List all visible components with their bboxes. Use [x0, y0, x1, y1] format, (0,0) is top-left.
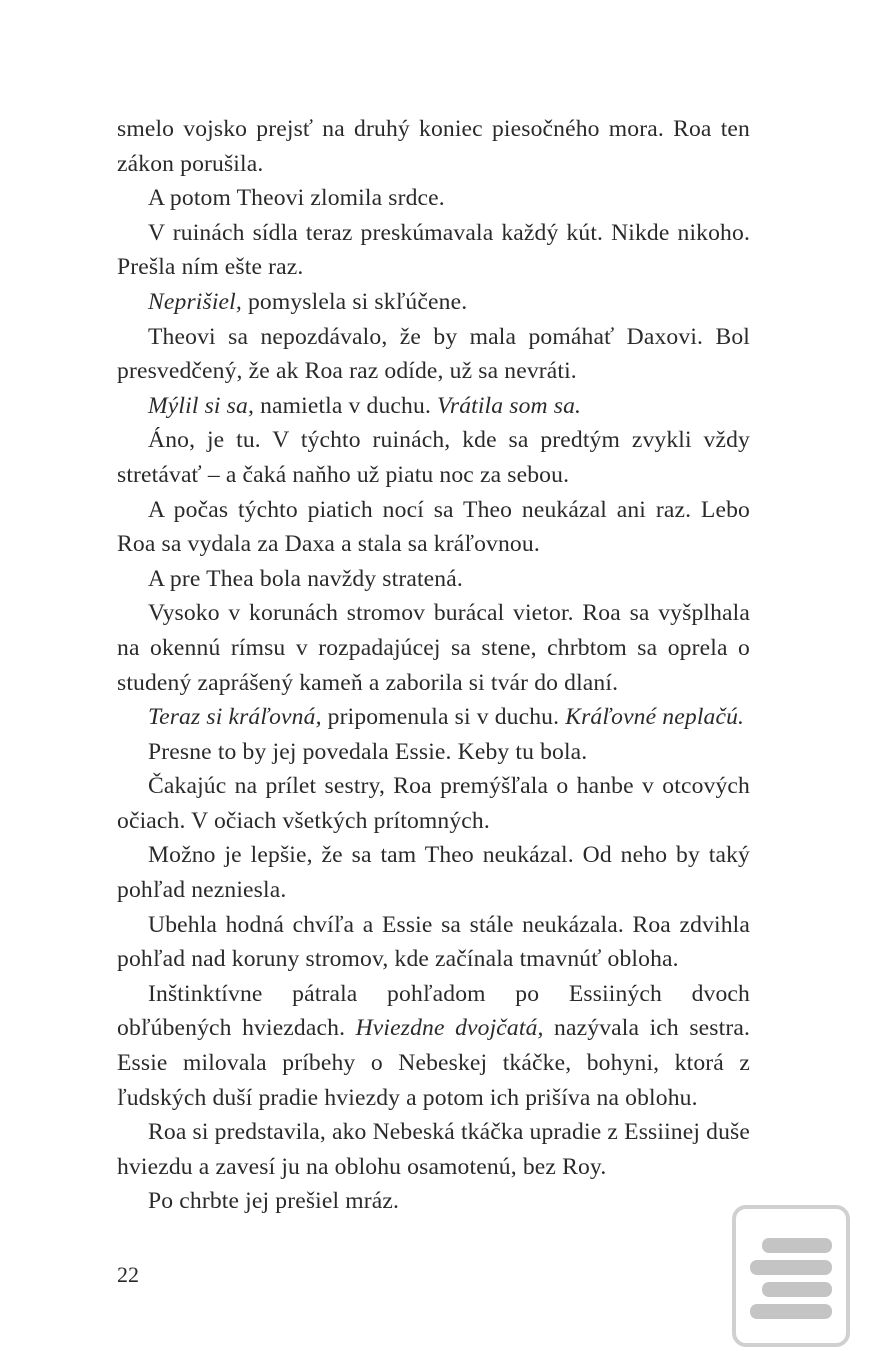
text-run: A potom Theovi zlomila srdce. — [148, 185, 445, 212]
paragraph — [117, 1115, 750, 1184]
text-run: Ubehla hodná chvíľa a Essie sa stále neukázala. Roa zdvihla pohľad nad koruny stromov, kde začínala tmavnúť obloha. — [117, 911, 750, 973]
paragraph — [117, 700, 750, 735]
text-run: Čakajúc na prílet sestry, Roa premýšľala o hanbe v otcových očiach. V očiach všetkých prítomných. — [117, 773, 750, 834]
paragraph — [117, 1184, 750, 1219]
text-run: Inštinktívne pátrala pohľadom po Essiiných dvoch obľúbených hviezdach. — [117, 980, 750, 1042]
text-run: smelo vojsko prejsť na druhý koniec piesočného mora. Roa ten zákon porušila. — [117, 116, 750, 177]
paragraph — [117, 838, 750, 907]
text-run: Áno, je tu. V týchto ruinách, kde sa predtým zvykli vždy stretávať – a čaká naňho už piatu noc za sebou. — [117, 427, 750, 488]
paragraph — [117, 181, 750, 216]
page-number: 22 — [117, 1262, 139, 1287]
paragraph — [117, 769, 750, 838]
italic-text: Hviezdne dvojčatá, — [355, 1015, 544, 1042]
text-run: Po chrbte jej prešiel mráz. — [148, 1188, 400, 1215]
text-run: Roa si predstavila, ako Nebeská tkáčka upradie z Essiinej duše hviezdu a zavesí ju na oblohu osamotenú, bez Roy. — [117, 1119, 750, 1180]
italic-text: Teraz si kráľovná, — [148, 704, 322, 731]
text-run: nazývala ich sestra. Essie milovala príbehy o Nebeskej tkáčke, bohyni, ktorá z ľudských duší pradie hviezdy a potom ich prišíva na oblohu. — [117, 1015, 751, 1111]
text-run: Theovi sa nepozdávalo, že by mala pomáhať Daxovi. Bol presvedčený, že ak Roa raz odíde, už sa nevráti. — [117, 323, 750, 385]
text-run: pomyslela si skľúčene. — [241, 288, 468, 315]
paragraph — [117, 423, 750, 492]
paragraph — [117, 320, 750, 389]
italic-text: Vrátila som sa. — [437, 392, 582, 419]
text-run: A pre Thea bola navždy stratená. — [148, 565, 463, 592]
paragraph — [117, 112, 750, 181]
text-run: namietla v duchu. — [254, 392, 438, 419]
paragraph — [117, 285, 750, 320]
text-run: V ruinách sídla teraz preskúmavala každý kút. Nikde nikoho. Prešla ním ešte raz. — [117, 219, 750, 281]
paragraph — [117, 977, 750, 1115]
stacked-books-icon — [732, 1205, 850, 1347]
paragraph — [117, 493, 750, 562]
text-run: pripomenula si v duchu. — [321, 704, 566, 731]
text-run: Vysoko v korunách stromov burácal vietor. Roa sa vyšplhala na okennú rímsu v rozpadajúcej sa stene, chrbtom sa oprela o studený zaprášený kameň a zaborila si tvár do dlaní. — [117, 600, 750, 696]
text-run: Možno je lepšie, že sa tam Theo neukázal. Od neho by taký pohľad nezniesla. — [117, 842, 750, 904]
text-run: Presne to by jej povedala Essie. Keby tu bola. — [148, 738, 588, 765]
paragraph — [117, 216, 750, 285]
italic-text: Neprišiel, — [148, 288, 242, 315]
paragraph — [117, 596, 750, 700]
page-body-text — [117, 112, 750, 1219]
paragraph — [117, 389, 750, 424]
italic-text: Mýlil si sa, — [148, 392, 255, 419]
paragraph — [117, 908, 750, 977]
paragraph — [117, 562, 750, 597]
italic-text: Kráľovné neplačú. — [565, 704, 745, 731]
paragraph — [117, 735, 750, 770]
text-run: A počas týchto piatich nocí sa Theo neukázal ani raz. Lebo Roa sa vydala za Daxa a stala sa kráľovnou. — [117, 496, 750, 558]
